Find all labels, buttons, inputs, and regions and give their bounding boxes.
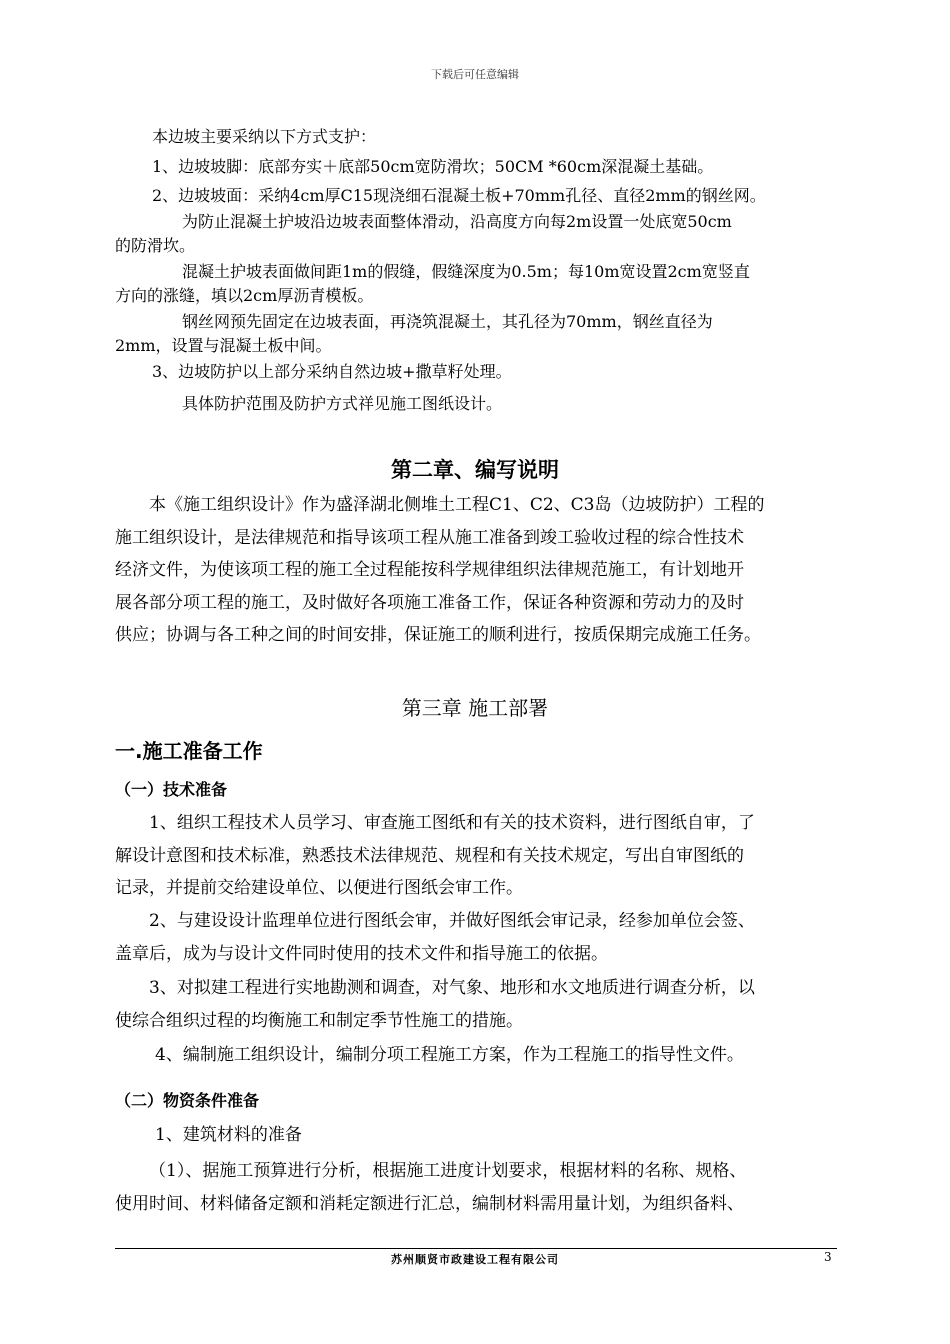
slope-item-1: 1、边坡坡脚：底部夯实＋底部50cm宽防滑坎；50CM *60cm深混凝土基础。	[152, 157, 714, 176]
header-note: 下载后可任意编辑	[431, 68, 519, 81]
footer-company: 苏州顺贤市政建设工程有限公司	[391, 1253, 559, 1266]
slope-para-b-line1: 混凝土护坡表面做间距1m的假缝，假缝深度为0.5m；每10m宽设置2cm宽竖直	[182, 262, 750, 281]
tech-p3-line: 使综合组织过程的均衡施工和制定季节性施工的措施。	[115, 1010, 523, 1031]
tech-paragraph-4	[115, 1039, 837, 1072]
slope-closing: 具体防护范围及防护方式祥见施工图纸设计。	[182, 394, 503, 413]
chapter2-paragraph	[115, 489, 837, 652]
tech-p1-line: 1、组织工程技术人员学习、审查施工图纸和有关的技术资料，进行图纸自审，了	[149, 813, 755, 833]
slope-para-a-line2: 的防滑坎。	[115, 236, 196, 255]
slope-item-3: 3、边坡防护以上部分采纳自然边坡+撒草籽处理。	[152, 362, 512, 381]
tech-paragraph-3	[115, 972, 837, 1037]
subsection-material-title: （二）物资条件准备	[115, 1091, 260, 1110]
chapter2-line: 展各部分项工程的施工，及时做好各项施工准备工作，保证各种资源和劳动力的及时	[115, 592, 744, 613]
footer-divider	[115, 1248, 837, 1249]
material-p1-line: （1）、据施工预算进行分析，根据施工进度计划要求，根据材料的名称、规格、	[149, 1161, 747, 1181]
tech-p3-line: 3、对拟建工程进行实地勘测和调查，对气象、地形和水文地质进行调查分析，以	[149, 978, 755, 998]
tech-p2-line: 2、与建设设计监理单位进行图纸会审，并做好图纸会审记录，经参加单位会签、	[149, 911, 755, 931]
tech-paragraph-2	[115, 905, 837, 970]
slope-para-b-line2: 方向的涨缝，填以2cm厚沥青模板。	[115, 286, 374, 305]
chapter2-line: 施工组织设计，是法律规范和指导该项工程从施工准备到竣工验收过程的综合性技术	[115, 527, 744, 548]
tech-p2-line: 盖章后，成为与设计文件同时使用的技术文件和指导施工的依据。	[115, 943, 608, 964]
chapter2-line: 本《施工组织设计》作为盛泽湖北侧堆土工程C1、C2、C3岛（边坡防护）工程的	[149, 495, 765, 515]
chapter2-line: 经济文件，为使该项工程的施工全过程能按科学规律组织法律规范施工，有计划地开	[115, 560, 744, 580]
chapter2-line: 供应；协调与各工种之间的时间安排，保证施工的顺利进行，按质保期完成施工任务。	[115, 625, 761, 645]
material-paragraph-1	[115, 1155, 837, 1220]
tech-p4-line: 4、编制施工组织设计，编制分项工程施工方案，作为工程施工的指导性文件。	[155, 1045, 744, 1065]
tech-p1-line: 解设计意图和技术标准，熟悉技术法律规范、规程和有关技术规定，写出自审图纸的	[115, 845, 744, 866]
material-item-1	[115, 1119, 837, 1152]
slope-para-a-line1: 为防止混凝土护坡沿边坡表面整体滑动，沿高度方向每2m设置一处底宽50cm	[182, 212, 732, 231]
material-p1-line: 使用时间、材料储备定额和消耗定额进行汇总，编制材料需用量计划，为组织备料、	[115, 1193, 744, 1214]
chapter3-title: 第三章 施工部署	[401, 696, 549, 720]
slope-intro: 本边坡主要采纳以下方式支护：	[152, 127, 377, 146]
page-number: 3	[824, 1250, 832, 1264]
material-item-1-line: 1、建筑材料的准备	[155, 1125, 302, 1145]
slope-item-2: 2、边坡坡面：采纳4cm厚C15现浇细石混凝土板+70mm孔径、直径2mm的钢丝网。	[152, 186, 766, 205]
tech-paragraph-1	[115, 807, 837, 905]
slope-para-c-line1: 钢丝网预先固定在边坡表面，再浇筑混凝土，其孔径为70mm，钢丝直径为	[182, 312, 713, 331]
section1-title: 一.施工准备工作	[115, 739, 263, 763]
chapter2-title: 第二章、编写说明	[391, 458, 559, 482]
tech-p1-line: 记录，并提前交给建设单位、以便进行图纸会审工作。	[115, 878, 523, 898]
slope-para-c-line2: 2mm，设置与混凝土板中间。	[115, 336, 332, 355]
subsection-tech-title: （一）技术准备	[115, 780, 228, 799]
